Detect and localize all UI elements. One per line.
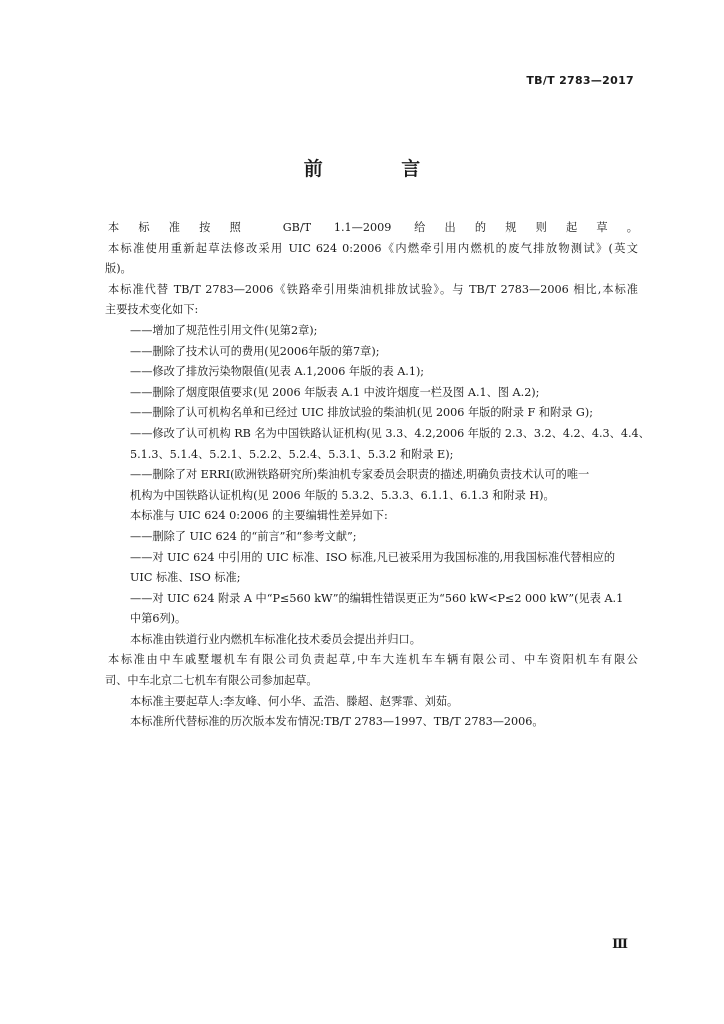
list-item: ——增加了规范性引用文件(见第2章); bbox=[130, 323, 318, 337]
paragraph: 本标准由中车戚墅堰机车有限公司负责起草,中车大连机车车辆有限公司、中车资阳机车有限公 bbox=[108, 653, 638, 667]
list-item: ——对 UIC 624 中引用的 UIC 标准、ISO 标准,凡已被采用为我国标准的,用我国标准代替相应的 bbox=[130, 550, 616, 564]
list-item: ——对 UIC 624 附录 A 中“P≤560 kW”的编辑性错误更正为“560 kW<P≤2 000 kW”(见表 A.1 bbox=[130, 591, 624, 605]
foreword-body bbox=[105, 218, 650, 733]
paragraph: 本标准按照 GB/T 1.1—2009 给出的规则起草。 bbox=[108, 221, 638, 234]
list-item: ——删除了认可机构名单和已经过 UIC 排放试验的柴油机(见 2006 年版的附录 F 和附录 G); bbox=[130, 406, 593, 420]
list-item: ——修改了认可机构 RB 名为中国铁路认证机构(见 3.3、4.2,2006 年版的 2.3、3.2、4.2、4.3、4.4、 bbox=[130, 426, 650, 440]
paragraph: 本标准与 UIC 624 0:2006 的主要编辑性差异如下: bbox=[130, 509, 388, 523]
list-item-continuation: 5.1.3、5.1.4、5.2.1、5.2.2、5.2.4、5.3.1、5.3.2 和附录 E); bbox=[130, 447, 454, 461]
list-item-continuation: 中第6列)。 bbox=[130, 612, 187, 626]
page-number: Ⅲ bbox=[612, 937, 628, 952]
paragraph: 本标准使用重新起草法修改采用 UIC 624 0:2006《内燃牵引用内燃机的废气排放物测试》(英文 bbox=[108, 241, 638, 255]
list-item: ——删除了技术认可的费用(见2006年版的第7章); bbox=[130, 344, 380, 358]
paragraph: 本标准由铁道行业内燃机车标准化技术委员会提出并归口。 bbox=[130, 632, 421, 646]
standard-number: TB/T 2783—2017 bbox=[526, 74, 634, 87]
paragraph-continuation: 主要技术变化如下: bbox=[105, 303, 199, 317]
page-title: 前 言 bbox=[303, 158, 457, 180]
paragraph: 本标准主要起草人:李友峰、何小华、孟浩、滕超、赵霁霏、刘茹。 bbox=[130, 694, 459, 708]
paragraph: 本标准所代替标准的历次版本发布情况:TB/T 2783—1997、TB/T 2783—2006。 bbox=[130, 715, 544, 729]
paragraph-continuation: 司、中车北京二七机车有限公司参加起草。 bbox=[105, 674, 318, 688]
list-item-continuation: 机构为中国铁路认证机构(见 2006 年版的 5.3.2、5.3.3、6.1.1、6.1.3 和附录 H)。 bbox=[130, 488, 555, 502]
list-item: ——修改了排放污染物限值(见表 A.1,2006 年版的表 A.1); bbox=[130, 365, 425, 379]
list-item: ——删除了对 ERRI(欧洲铁路研究所)柴油机专家委员会职责的描述,明确负责技术认可的唯一 bbox=[130, 468, 590, 482]
list-item: ——删除了烟度限值要求(见 2006 年版表 A.1 中波许烟度一栏及图 A.1、图 A.2); bbox=[130, 385, 540, 399]
paragraph-continuation: 版)。 bbox=[105, 262, 132, 276]
paragraph: 本标准代替 TB/T 2783—2006《铁路牵引用柴油机排放试验》。与 TB/T 2783—2006 相比,本标准 bbox=[108, 282, 638, 296]
list-item-continuation: UIC 标准、ISO 标准; bbox=[130, 571, 241, 585]
list-item: ——删除了 UIC 624 的“前言”和“参考文献”; bbox=[130, 529, 357, 543]
